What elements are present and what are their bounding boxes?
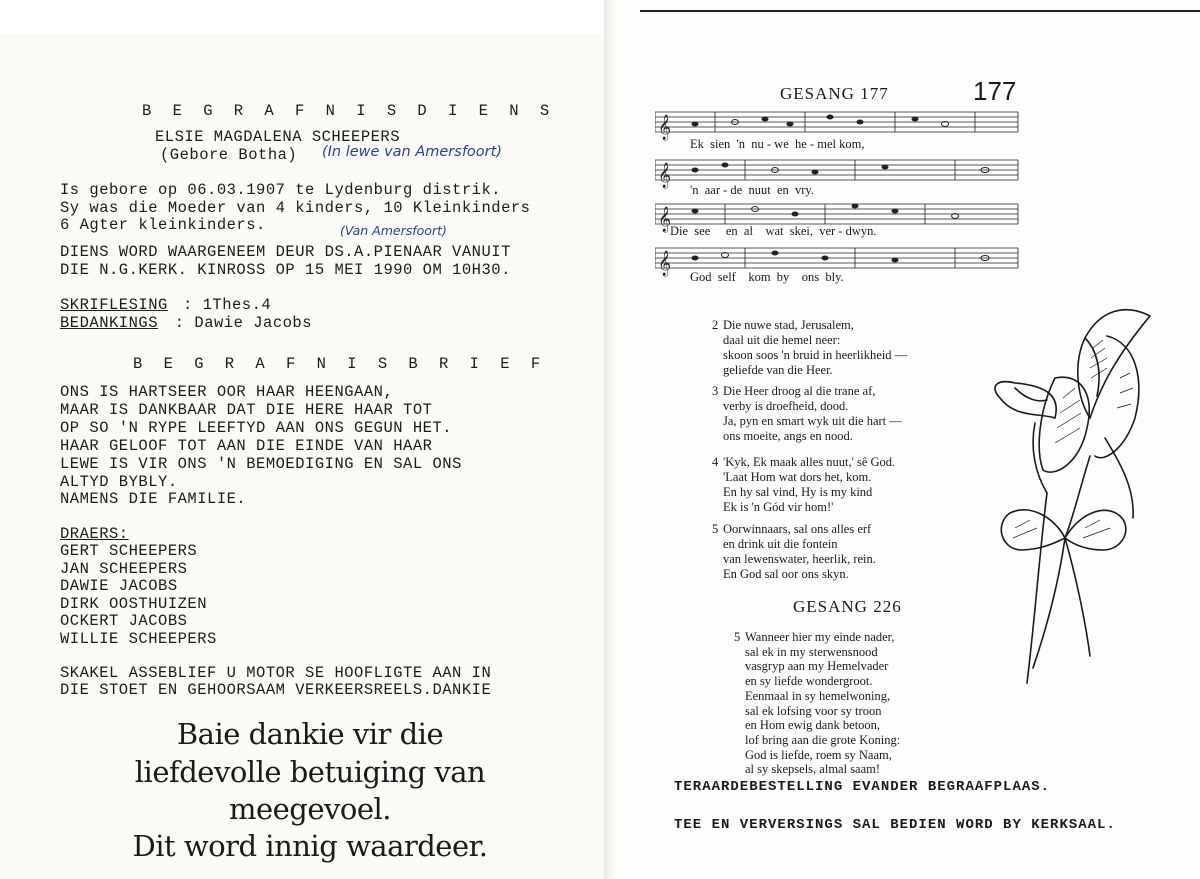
service-line-1: DIENS WORD WAARGENEEM DEUR DS.A.PIENAAR VANUIT <box>60 243 511 261</box>
thanks-value: : Dawie Jacobs <box>165 314 313 332</box>
reading-label: SKRIFLESING <box>60 296 168 314</box>
verse-4 <box>712 455 896 515</box>
verse-line: Die Heer droog al die trane af, <box>723 384 876 398</box>
handwritten-note-van-amersfoort: (Van Amersfoort) <box>340 223 447 238</box>
svg-text:𝄞: 𝄞 <box>658 207 672 232</box>
verse-3 <box>712 384 902 444</box>
burial-line: TERAARDEBESTELLING EVANDER BEGRAAFPLAAS. <box>674 779 1051 795</box>
letter-line: ALTYD BYBLY. <box>60 473 178 491</box>
verse-line: geliefde van die Heer. <box>723 363 833 377</box>
verse-line: En God sal oor ons skyn. <box>723 567 849 581</box>
verse-line: Ek is 'n Gód vir hom!' <box>723 500 834 514</box>
verse-line: en Hom ewig dank betoon, <box>745 718 881 733</box>
lyric-line: God self kom by ons bly. <box>690 270 844 284</box>
verse-line: God is liefde, roem sy Naam, <box>745 747 892 762</box>
tea-line: TEE EN VERVERSINGS SAL BEDIEN WORD BY KERKSAAL. <box>674 817 1116 833</box>
scan-top-margin <box>0 0 612 34</box>
hymn-177-title: GESANG 177 <box>780 84 889 103</box>
lyric-line: Ek sien 'n nu - we he - mel kom, <box>690 137 865 151</box>
verse-line: en sy liefde wondergroot. <box>745 674 873 689</box>
hymn-226-verse-5 <box>734 630 901 777</box>
verse-line: Oorwinnaars, sal ons alles erf <box>723 522 872 536</box>
deceased-name: ELSIE MAGDALENA SCHEEPERS <box>155 128 401 146</box>
bearers-label: DRAERS: <box>60 525 129 543</box>
verse-number: 3 <box>712 384 719 398</box>
lyric-line: 'n aar - de nuut en vry. <box>690 183 814 197</box>
birth-line: Is gebore op 06.03.1907 te Lydenburg distrik. <box>60 181 502 199</box>
handwritten-note-amersfoort: (In lewe van Amersfoort) <box>322 144 502 160</box>
page-number: 177 <box>973 76 1017 106</box>
verse-line: En hy sal vind, Hy is my kind <box>723 485 873 499</box>
verse-5 <box>712 522 876 582</box>
service-line-2: DIE N.G.KERK. KINROSS OP 15 MEI 1990 OM 10H30. <box>60 261 511 279</box>
verse-number: 4 <box>712 455 719 469</box>
verse-line: Wanneer hier my einde nader, <box>745 630 895 644</box>
svg-text:𝄞: 𝄞 <box>658 251 672 276</box>
calla-lily-illustration <box>985 288 1175 688</box>
verse-line: al sy skepsels, almal saam! <box>745 762 881 777</box>
maiden-name: (Gebore Botha) <box>160 146 298 164</box>
page-gutter <box>604 0 618 879</box>
verse-line: sal ek in my sterwensnood <box>745 644 878 659</box>
letter-line: HAAR GELOOF TOT AAN DIE EINDE VAN HAAR <box>60 437 433 455</box>
svg-text:𝄞: 𝄞 <box>658 163 672 188</box>
verse-line: 'Laat Hom wat dors het, kom. <box>723 470 872 484</box>
verse-line: 'Kyk, Ek maak alles nuut,' sê God. <box>723 455 896 469</box>
verse-line: daal uit die hemel neer: <box>723 333 841 347</box>
bearer-name: JAN SCHEEPERS <box>60 560 188 578</box>
service-title: B E G R A F N I S D I E N S <box>142 102 556 120</box>
verse-line: Die nuwe stad, Jerusalem, <box>723 318 854 332</box>
reading-value: : 1Thes.4 <box>183 296 272 314</box>
letter-line: ONS IS HARTSEER OOR HAAR HEENGAAN, <box>60 383 394 401</box>
verse-line: lof bring aan die grote Koning: <box>745 732 901 747</box>
verse-line: vasgryp aan my Hemelvader <box>745 659 889 674</box>
notice-line: SKAKEL ASSEBLIEF U MOTOR SE HOOFLIGTE AAN IN <box>60 664 492 682</box>
thanks-card-line: Dit word innig waardeer. <box>132 829 488 863</box>
verse-2 <box>712 318 908 378</box>
letter-line: OP SO 'N RYPE LEEFTYD AAN ONS GEGUN HET. <box>60 419 453 437</box>
verse-line: verby is droefheid, dood. <box>723 399 849 413</box>
verse-number: 2 <box>712 318 719 332</box>
thanks-card-line: meegevoel. <box>228 792 392 826</box>
verse-line: sal ek lofsing voor sy troon <box>745 703 882 718</box>
verse-number: 5 <box>734 630 741 644</box>
thanks-card-line: Baie dankie vir die <box>176 717 444 751</box>
verse-line: Eenmaal in sy hemelwoning, <box>745 688 891 703</box>
letter-title: B E G R A F N I S B R I E F <box>133 355 547 373</box>
children-line: Sy was die Moeder van 4 kinders, 10 Kleinkinders <box>60 199 531 217</box>
music-staff <box>655 108 1020 288</box>
svg-text:𝄞: 𝄞 <box>658 115 672 140</box>
verse-line: en drink uit die fontein <box>723 537 838 551</box>
verse-number: 5 <box>712 522 719 536</box>
verse-line: Ja, pyn en smart wyk uit die hart — <box>723 414 902 428</box>
grandchildren-line: 6 Agter kleinkinders. <box>60 216 266 234</box>
letter-line: MAAR IS DANKBAAR DAT DIE HERE HAAR TOT <box>60 401 433 419</box>
bearer-name: WILLIE SCHEEPERS <box>60 630 217 648</box>
notice-line: DIE STOET EN GEHOORSAAM VERKEERSREELS.DANKIE <box>60 681 492 699</box>
scan-edge-line <box>640 10 1200 12</box>
bearer-name: DAWIE JACOBS <box>60 577 178 595</box>
lyric-line: Die see en al wat skei, ver - dwyn. <box>670 224 877 238</box>
letter-line: LEWE IS VIR ONS 'N BEMOEDIGING EN SAL ONS <box>60 455 462 473</box>
verse-line: ons moeite, angs en nood. <box>723 429 853 443</box>
bearer-name: GERT SCHEEPERS <box>60 542 198 560</box>
verse-line: skoon soos 'n bruid in heerlikheid — <box>723 348 908 362</box>
hymn-226-title: GESANG 226 <box>793 597 902 616</box>
letter-line: NAMENS DIE FAMILIE. <box>60 490 247 508</box>
thanks-label: BEDANKINGS <box>60 314 159 332</box>
verse-line: van lewenswater, heerlik, rein. <box>723 552 876 566</box>
bearer-name: DIRK OOSTHUIZEN <box>60 595 208 613</box>
bearer-name: OCKERT JACOBS <box>60 612 188 630</box>
thanks-card-line: liefdevolle betuiging van <box>134 755 486 789</box>
